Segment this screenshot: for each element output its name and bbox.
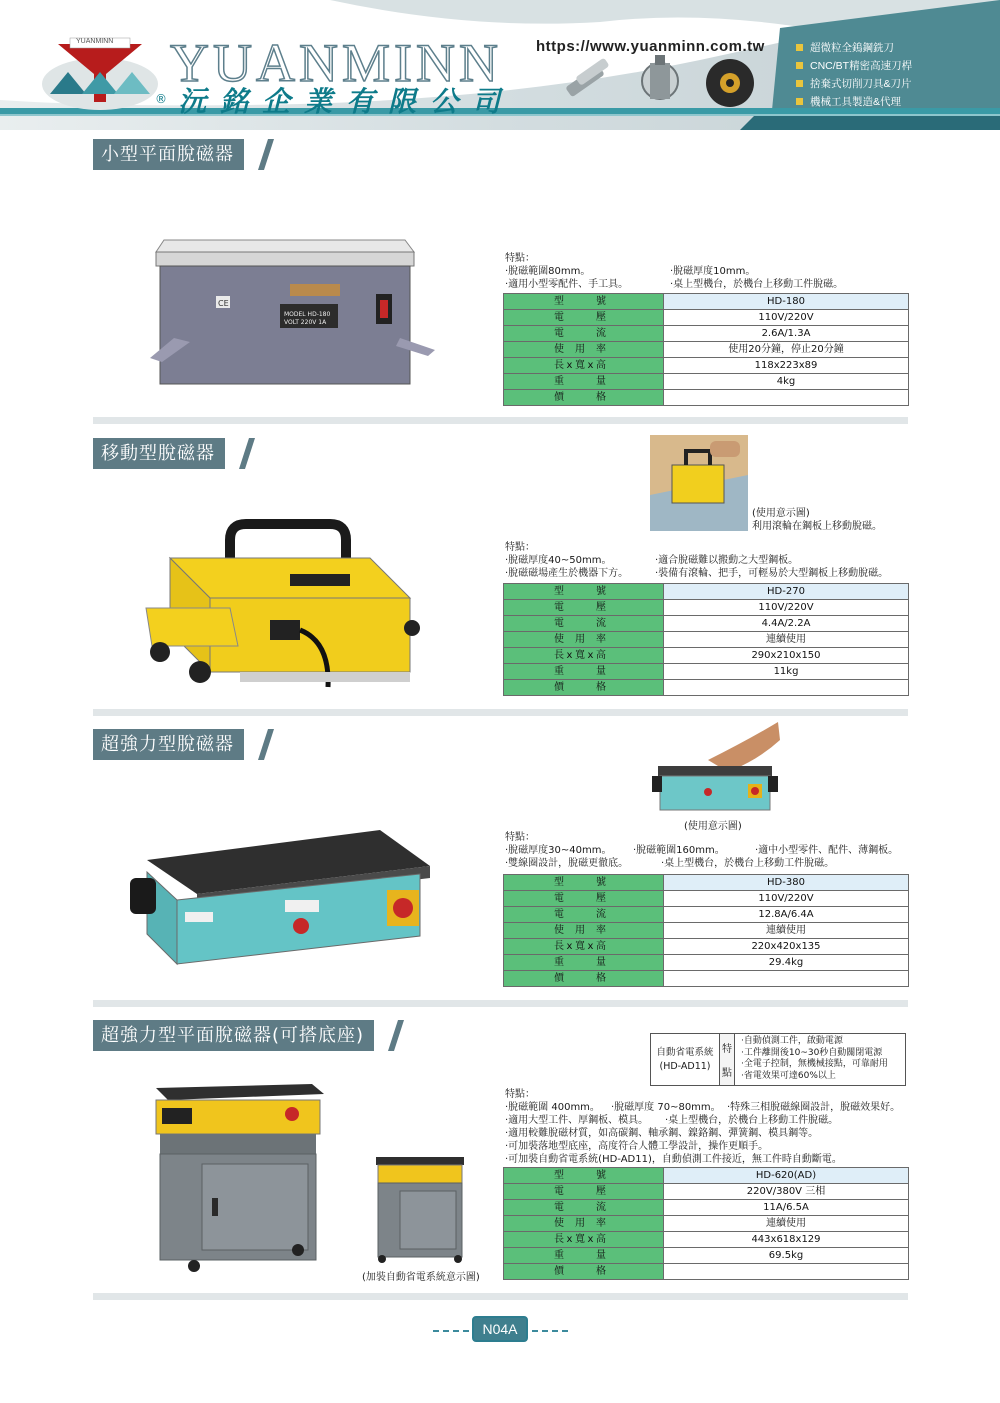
hd270-spec-table bbox=[503, 583, 909, 696]
hd620-spec-table bbox=[503, 1167, 909, 1280]
spec-row: 長x寬x高 443x618x129 bbox=[504, 1232, 909, 1248]
spec-row: 電壓 110V/220V bbox=[504, 600, 909, 616]
auto-power-saving-box bbox=[650, 1033, 906, 1086]
spec-row: 使用率 使用20分鐘，停止20分鐘 bbox=[504, 342, 909, 358]
spec-row: 型號 HD-180 bbox=[504, 294, 909, 310]
bullet-square-icon bbox=[796, 44, 803, 51]
category-item[interactable]: 超微粒全鎢鋼銑刀 bbox=[796, 38, 912, 56]
section-title: 移動型脫磁器 bbox=[93, 438, 255, 469]
logo-label: YUANMINN bbox=[76, 38, 114, 45]
bullet-square-icon bbox=[796, 80, 803, 87]
spec-row: 電流 2.6A/1.3A bbox=[504, 326, 909, 342]
spec-row: 價格 bbox=[504, 390, 909, 406]
hd180-spec-table bbox=[503, 293, 909, 406]
page-number: N04A bbox=[472, 1316, 528, 1342]
spec-row: 電壓 110V/220V bbox=[504, 891, 909, 907]
section-title: 超強力型平面脫磁器(可搭底座) bbox=[93, 1020, 404, 1051]
section-title: 小型平面脫磁器 bbox=[93, 139, 274, 170]
auto-power-name: 自動省電系統 (HD-AD11) bbox=[656, 1046, 714, 1072]
svg-text:MODEL HD-180: MODEL HD-180 bbox=[284, 311, 331, 318]
hd380-spec-table bbox=[503, 874, 909, 987]
auto-power-tag: 特 點 bbox=[719, 1034, 735, 1085]
hd620-auto-system-image bbox=[372, 1155, 468, 1265]
spec-row: 重量 29.4kg bbox=[504, 955, 909, 971]
hd180-product-image bbox=[150, 238, 440, 388]
section-divider bbox=[93, 1293, 908, 1300]
registered-mark: ® bbox=[155, 92, 167, 106]
hd270-features: 特點： ‧脫磁厚度40~50mm。 ‧適合脫磁難以搬動之大型鋼板。 ‧脫磁磁場產生於機器下方。 ‧裝備有滾輪、把手，可輕易於大型鋼板上移動脫磁。 bbox=[505, 542, 889, 579]
auto-power-points: ‧自動偵測工件，啟動電源 ‧工件離開後10~30秒自動關閉電源 ‧全電子控制，無機械接點，可靠耐用 ‧省電效果可達60%以上 bbox=[741, 1036, 888, 1081]
bullet-square-icon bbox=[796, 98, 803, 105]
spec-row: 長x寬x高 220x420x135 bbox=[504, 939, 909, 955]
spec-row: 價格 bbox=[504, 1264, 909, 1280]
spec-row: 型號 HD-620(AD) bbox=[504, 1168, 909, 1184]
spec-row: 使用率 連續使用 bbox=[504, 1216, 909, 1232]
hd270-product-image bbox=[140, 512, 430, 692]
hd180-features: 特點： ‧脫磁範圍80mm。 ‧脫磁厚度10mm。 ‧適用小型零配件、手工具。 ‧桌上型機台，於機台上移動工件脫磁。 bbox=[505, 253, 844, 290]
spec-row: 電壓 220V/380V 三相 bbox=[504, 1184, 909, 1200]
spec-row: 使用率 連續使用 bbox=[504, 923, 909, 939]
hd380-usage-photo bbox=[648, 720, 780, 816]
footer-dash-left bbox=[433, 1330, 469, 1332]
face-mill-icon bbox=[706, 59, 754, 107]
svg-text:CE: CE bbox=[218, 299, 229, 308]
brand-name-chinese: 沅銘企業有限公司 bbox=[178, 85, 515, 118]
spec-row: 電流 12.8A/6.4A bbox=[504, 907, 909, 923]
spec-row: 電流 4.4A/2.2A bbox=[504, 616, 909, 632]
hd620-photo-caption: (加裝自動省電系統意示圖) bbox=[362, 1272, 480, 1283]
tool-holder-icon bbox=[642, 55, 678, 99]
spec-row: 重量 69.5kg bbox=[504, 1248, 909, 1264]
tool-images bbox=[560, 55, 775, 111]
section-divider bbox=[93, 1000, 908, 1007]
spec-row: 長x寬x高 290x210x150 bbox=[504, 648, 909, 664]
spec-row: 價格 bbox=[504, 971, 909, 987]
svg-text:VOLT 220V 1A: VOLT 220V 1A bbox=[284, 319, 327, 326]
hd270-usage-photo bbox=[650, 435, 748, 531]
spec-row: 價格 bbox=[504, 680, 909, 696]
hd380-product-image bbox=[125, 830, 445, 975]
spec-row: 電流 11A/6.5A bbox=[504, 1200, 909, 1216]
page-header bbox=[0, 0, 1000, 130]
hd380-photo-caption: (使用意示圖) bbox=[684, 821, 742, 832]
bullet-square-icon bbox=[796, 62, 803, 69]
spec-row: 使用率 連續使用 bbox=[504, 632, 909, 648]
spec-row: 長x寬x高 118x223x89 bbox=[504, 358, 909, 374]
section-divider bbox=[93, 417, 908, 424]
hd620-stand-product-image bbox=[152, 1080, 332, 1280]
spec-row: 重量 11kg bbox=[504, 664, 909, 680]
hd270-photo-caption: (使用意示圖) 利用滾輪在鋼板上移動脫磁。 bbox=[752, 508, 882, 532]
hd380-features: 特點： ‧脫磁厚度30~40mm。 ‧脫磁範圍160mm。 ‧適中小型零件、配件、薄鋼板。 ‧雙線圈設計，脫磁更徹底。 ‧桌上型機台，於機台上移動工件脫磁。 bbox=[505, 832, 899, 869]
hd620-features: 特點： ‧脫磁範圍 400mm。 ‧脫磁厚度 70~80mm。 ‧特殊三相脫磁線圈設計，脫磁效果好。 ‧適用大型工件、厚鋼板、模具。 ‧桌上型機台，於機台上移動工件脫磁。 ‧適用較難脫磁材質，如高碳鋼、軸承鋼、鎳鉻鋼、彈簧鋼、模具鋼等。 ‧可加裝落地型底座，高度符合人體工學設計，操作更順手。 ‧可加裝自動省電系統(HD-AD11)，自動偵測工件接近，無工件時自動斷電。 bbox=[505, 1089, 901, 1165]
spec-row: 型號 HD-380 bbox=[504, 875, 909, 891]
spec-row: 電壓 110V/220V bbox=[504, 310, 909, 326]
section-title: 超強力型脫磁器 bbox=[93, 729, 274, 760]
spec-row: 重量 4kg bbox=[504, 374, 909, 390]
brand-name-english: YUANMINN bbox=[170, 33, 502, 93]
category-item[interactable]: CNC/BT精密高速刀桿 bbox=[796, 56, 912, 74]
section-divider bbox=[93, 709, 908, 716]
product-categories bbox=[796, 38, 912, 110]
end-mill-icon bbox=[565, 58, 609, 98]
category-item[interactable]: 機械工具製造&代理 bbox=[796, 92, 912, 110]
footer-dash-right bbox=[532, 1330, 568, 1332]
category-item[interactable]: 捨棄式切削刀具&刀片 bbox=[796, 74, 912, 92]
website-url[interactable]: https://www.yuanminn.com.tw bbox=[536, 38, 765, 55]
spec-row: 型號 HD-270 bbox=[504, 584, 909, 600]
